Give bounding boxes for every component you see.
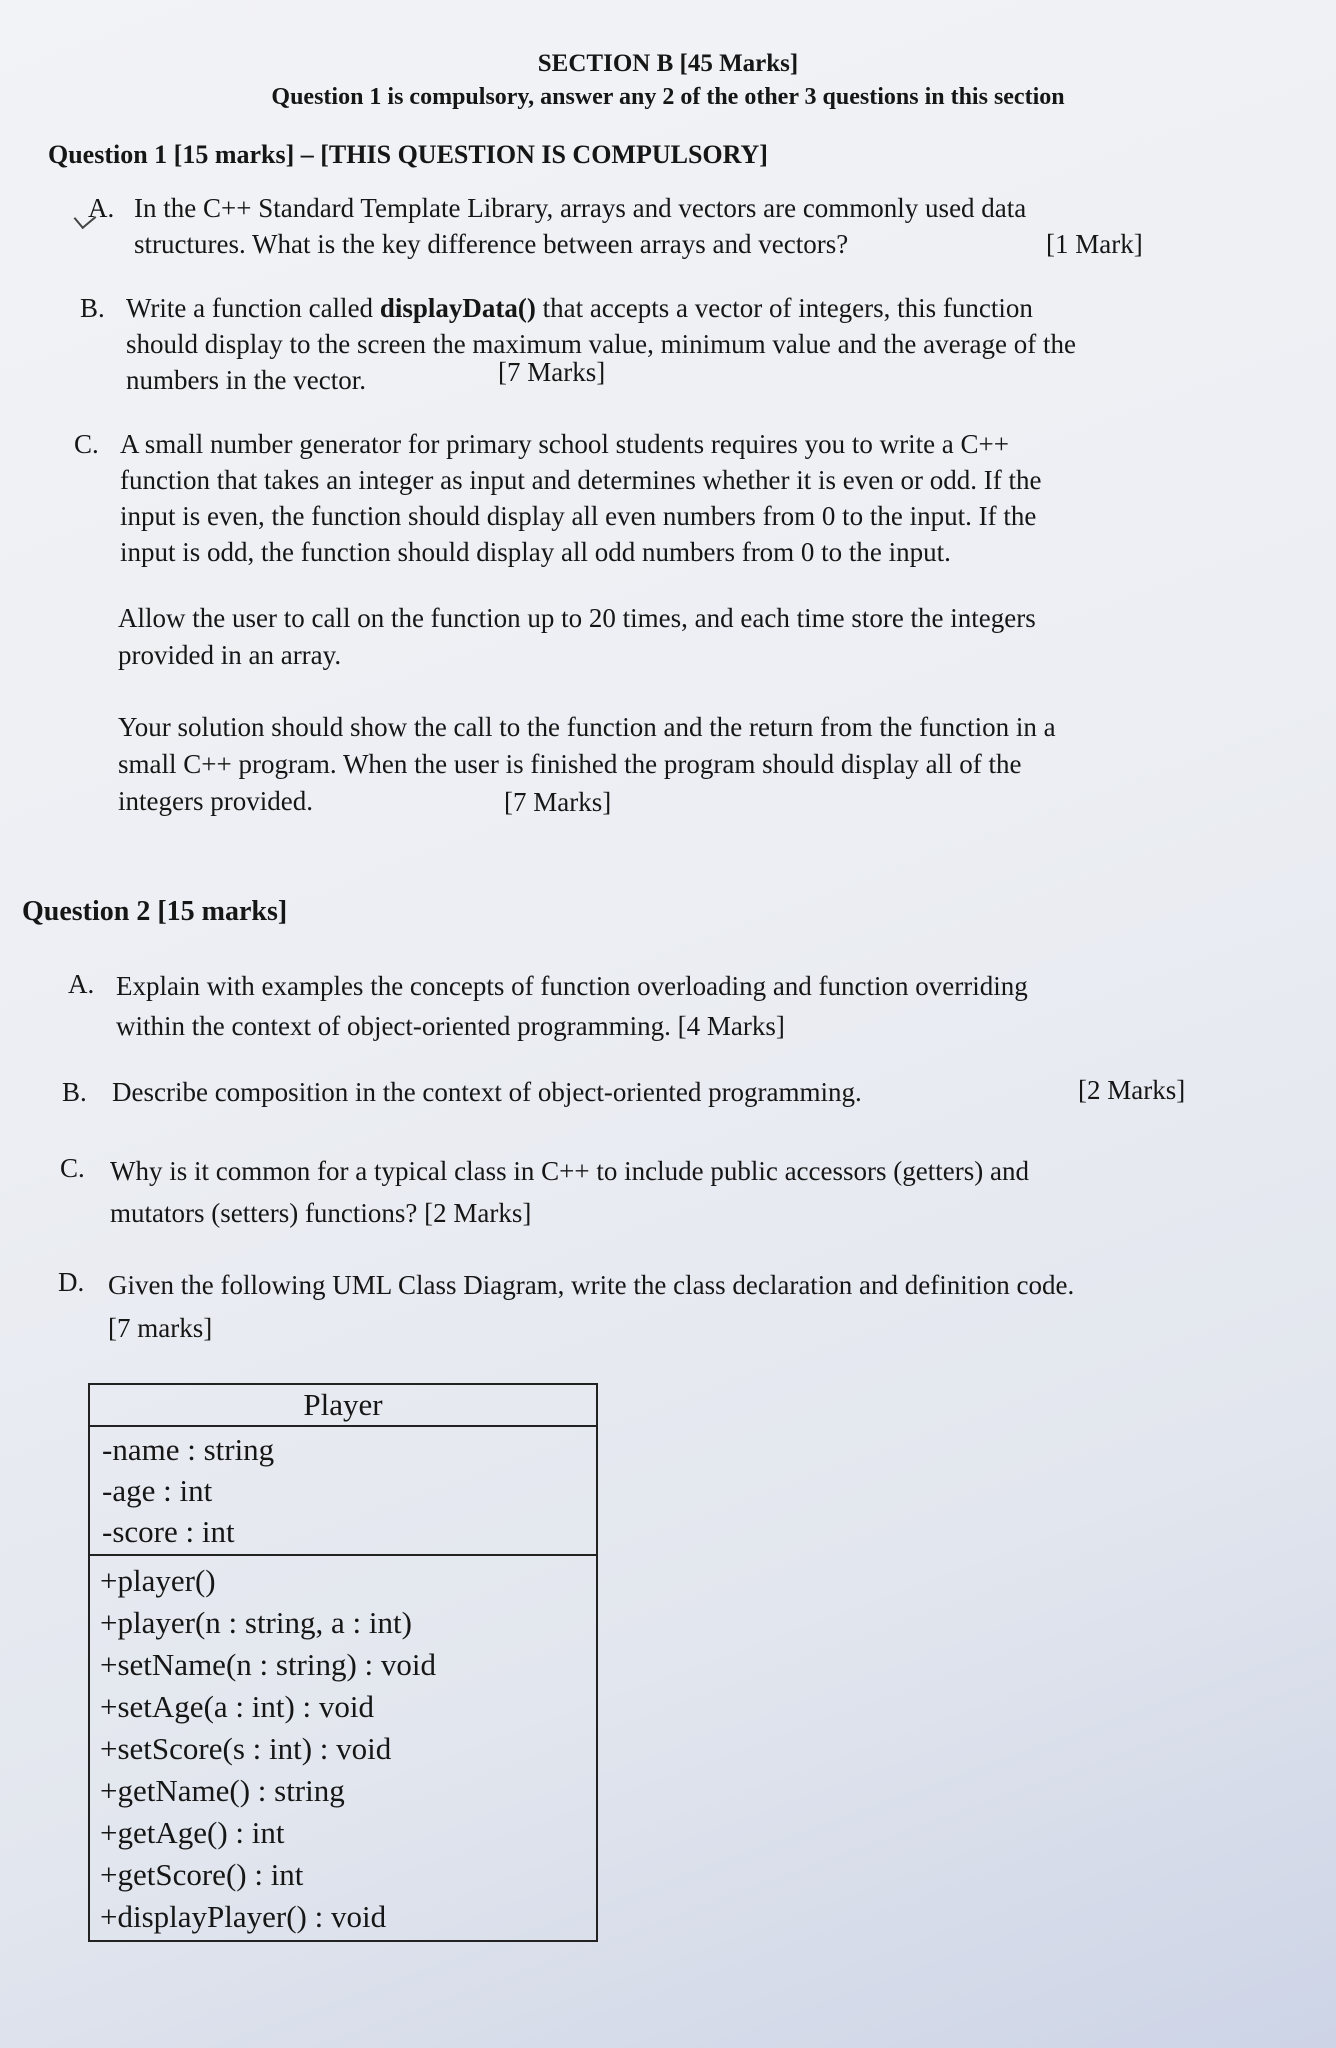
item-line: integers provided. xyxy=(118,786,313,816)
uml-operation: +setScore(s : int) : void xyxy=(100,1731,392,1766)
item-line: A small number generator for primary school students requires you to write a C++ xyxy=(120,429,1009,459)
item-line: Allow the user to call on the function up to 20 times, and each time store the integers xyxy=(118,603,1036,633)
uml-operation: +setName(n : string) : void xyxy=(100,1647,437,1682)
uml-operation: +player(n : string, a : int) xyxy=(100,1605,412,1640)
item-line: In the C++ Standard Template Library, arrays and vectors are commonly used data xyxy=(134,193,1027,223)
item-line: mutators (setters) functions? [2 Marks] xyxy=(110,1198,532,1228)
uml-operation: +player() xyxy=(100,1563,216,1598)
section-instruction: Question 1 is compulsory, answer any 2 of the other 3 questions in this section xyxy=(271,84,1065,110)
item-line: Why is it common for a typical class in C++ to include public accessors (getters) and xyxy=(110,1156,1029,1186)
item-line: [7 marks] xyxy=(108,1313,213,1343)
uml-attribute: -score : int xyxy=(102,1514,235,1549)
item-line: provided in an array. xyxy=(118,640,342,670)
uml-class-diagram xyxy=(88,1383,598,1942)
uml-class-name: Player xyxy=(90,1385,596,1427)
uml-operation: +getScore() : int xyxy=(100,1857,304,1892)
item-line: small C++ program. When the user is finished the program should display all of the xyxy=(118,749,1022,779)
item-letter: C. xyxy=(60,1153,85,1183)
section-title: SECTION B [45 Marks] xyxy=(537,50,799,77)
item-line: input is even, the function should display all even numbers from 0 to the input. If the xyxy=(120,501,1037,531)
uml-operation: +setAge(a : int) : void xyxy=(100,1689,375,1724)
item-letter: B. xyxy=(80,293,105,323)
item-line: Explain with examples the concepts of function overloading and function overriding xyxy=(116,971,1028,1001)
text-run: that accepts a vector of integers, this function xyxy=(535,293,1033,323)
uml-attributes xyxy=(90,1427,596,1556)
function-name: displayData() xyxy=(379,293,536,323)
item-letter: B. xyxy=(62,1077,87,1107)
item-line xyxy=(126,290,1266,326)
question-1c-paragraph-2 xyxy=(118,600,1268,674)
item-line: should display to the screen the maximum value, minimum value and the average of the xyxy=(126,329,1076,359)
item-line: within the context of object-oriented programming. [4 Marks] xyxy=(116,1011,785,1041)
marks-1b: [7 Marks] xyxy=(498,357,606,387)
uml-operation: +getName() : string xyxy=(100,1773,345,1808)
item-letter: C. xyxy=(74,429,99,459)
item-letter: D. xyxy=(58,1267,85,1297)
marks-1c: [7 Marks] xyxy=(504,787,612,817)
item-line: Given the following UML Class Diagram, write the class declaration and definition code. xyxy=(108,1270,1075,1300)
item-line: numbers in the vector. xyxy=(126,365,366,395)
question-1c-paragraph-3 xyxy=(118,709,1288,820)
item-letter: A. xyxy=(68,969,95,999)
question-1-heading: Question 1 [15 marks] – [THIS QUESTION IS COMPULSORY] xyxy=(48,140,768,169)
question-2-heading: Question 2 [15 marks] xyxy=(22,896,288,927)
marks-2b: [2 Marks] xyxy=(1078,1075,1186,1105)
uml-operation: +getAge() : int xyxy=(100,1815,285,1850)
item-line: function that takes an integer as input and determines whether it is even or odd. If the xyxy=(120,465,1042,495)
uml-operations xyxy=(90,1556,596,1940)
item-line: Your solution should show the call to the function and the return from the function in a xyxy=(118,712,1056,742)
item-line: input is odd, the function should display all odd numbers from 0 to the input. xyxy=(120,537,951,567)
item-line: structures. What is the key difference between arrays and vectors? xyxy=(134,229,849,259)
marks-1a: [1 Mark] xyxy=(1046,229,1143,259)
text-run: Write a function called xyxy=(126,293,380,323)
uml-attribute: -name : string xyxy=(102,1432,275,1467)
item-line: Describe composition in the context of object-oriented programming. xyxy=(112,1077,862,1107)
uml-operation: +displayPlayer() : void xyxy=(100,1899,387,1934)
item-letter: A. xyxy=(88,193,115,223)
uml-attribute: -age : int xyxy=(102,1473,213,1508)
